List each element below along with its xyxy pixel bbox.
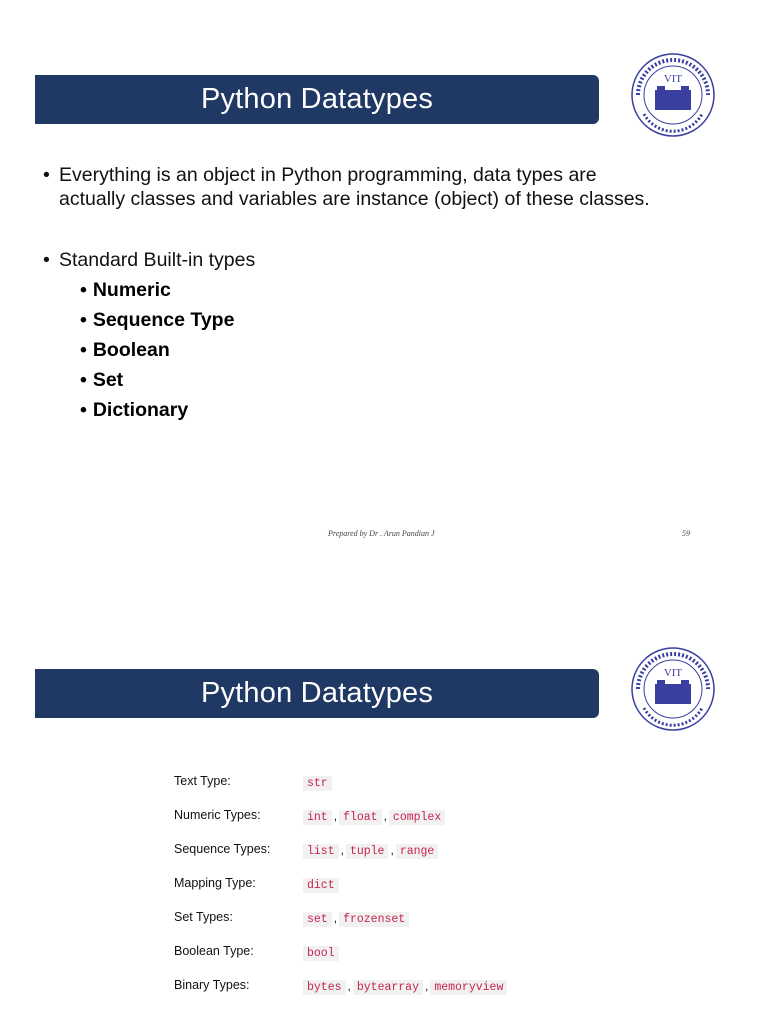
type-value: bytes — [303, 980, 346, 995]
type-label: Sequence Types: — [174, 842, 271, 856]
slide-title: Python Datatypes — [200, 677, 434, 709]
type-value: bool — [303, 946, 339, 961]
type-label: Set Types: — [174, 910, 233, 924]
bullet-2-text: Standard Built-in types — [59, 249, 256, 271]
page-number: 59 — [682, 529, 690, 538]
sub-item-set: • Set — [80, 369, 124, 391]
slide-footer: Prepared by Dr . Arun Pandian J — [328, 529, 435, 538]
sub-item-dictionary: • Dictionary — [80, 399, 189, 421]
bullet-2: • Standard Built-in types — [43, 249, 256, 271]
type-value: int — [303, 810, 332, 825]
type-value: str — [303, 776, 332, 791]
title-bar — [35, 669, 599, 718]
type-label: Text Type: — [174, 774, 231, 788]
sub-item-boolean: • Boolean — [80, 339, 170, 361]
type-value: complex — [389, 810, 445, 825]
vit-logo-icon — [630, 646, 716, 732]
bullet-1-line-1: Everything is an object in Python programming, data types are — [59, 164, 597, 186]
type-label: Boolean Type: — [174, 944, 254, 958]
type-value: memoryview — [430, 980, 507, 995]
type-label: Binary Types: — [174, 978, 250, 992]
vit-logo-icon — [630, 52, 716, 138]
slide-title: Python Datatypes — [200, 83, 434, 115]
type-label: Numeric Types: — [174, 808, 261, 822]
type-value: tuple — [346, 844, 389, 859]
slide-2: Python Datatypes VIT Text Type: str Numeric Types: int , float , complex Sequence Types: list , tuple , range Mapping Type: dict Set Types: set , frozenset Boolean Type: bool Binary Types: bytes , bytearray , memoryview — [0, 594, 768, 1024]
bullet-1: • Everything is an object in Python programming, data types are actually classes and variables are instance (object) of these classes. — [43, 164, 650, 210]
type-value: list — [303, 844, 339, 859]
bullet-1-line-2: actually classes and variables are instance (object) of these classes. — [59, 188, 650, 210]
type-value: range — [396, 844, 439, 859]
logo-text: VIT — [663, 667, 683, 679]
title-bar — [35, 75, 599, 124]
sub-item-numeric: • Numeric — [80, 279, 171, 301]
type-value: set — [303, 912, 332, 927]
type-value: dict — [303, 878, 339, 893]
type-value: float — [339, 810, 382, 825]
type-label: Mapping Type: — [174, 876, 256, 890]
logo-text: VIT — [663, 73, 683, 85]
type-value: frozenset — [339, 912, 409, 927]
sub-item-sequence: • Sequence Type — [80, 309, 235, 331]
type-value: bytearray — [353, 980, 423, 995]
